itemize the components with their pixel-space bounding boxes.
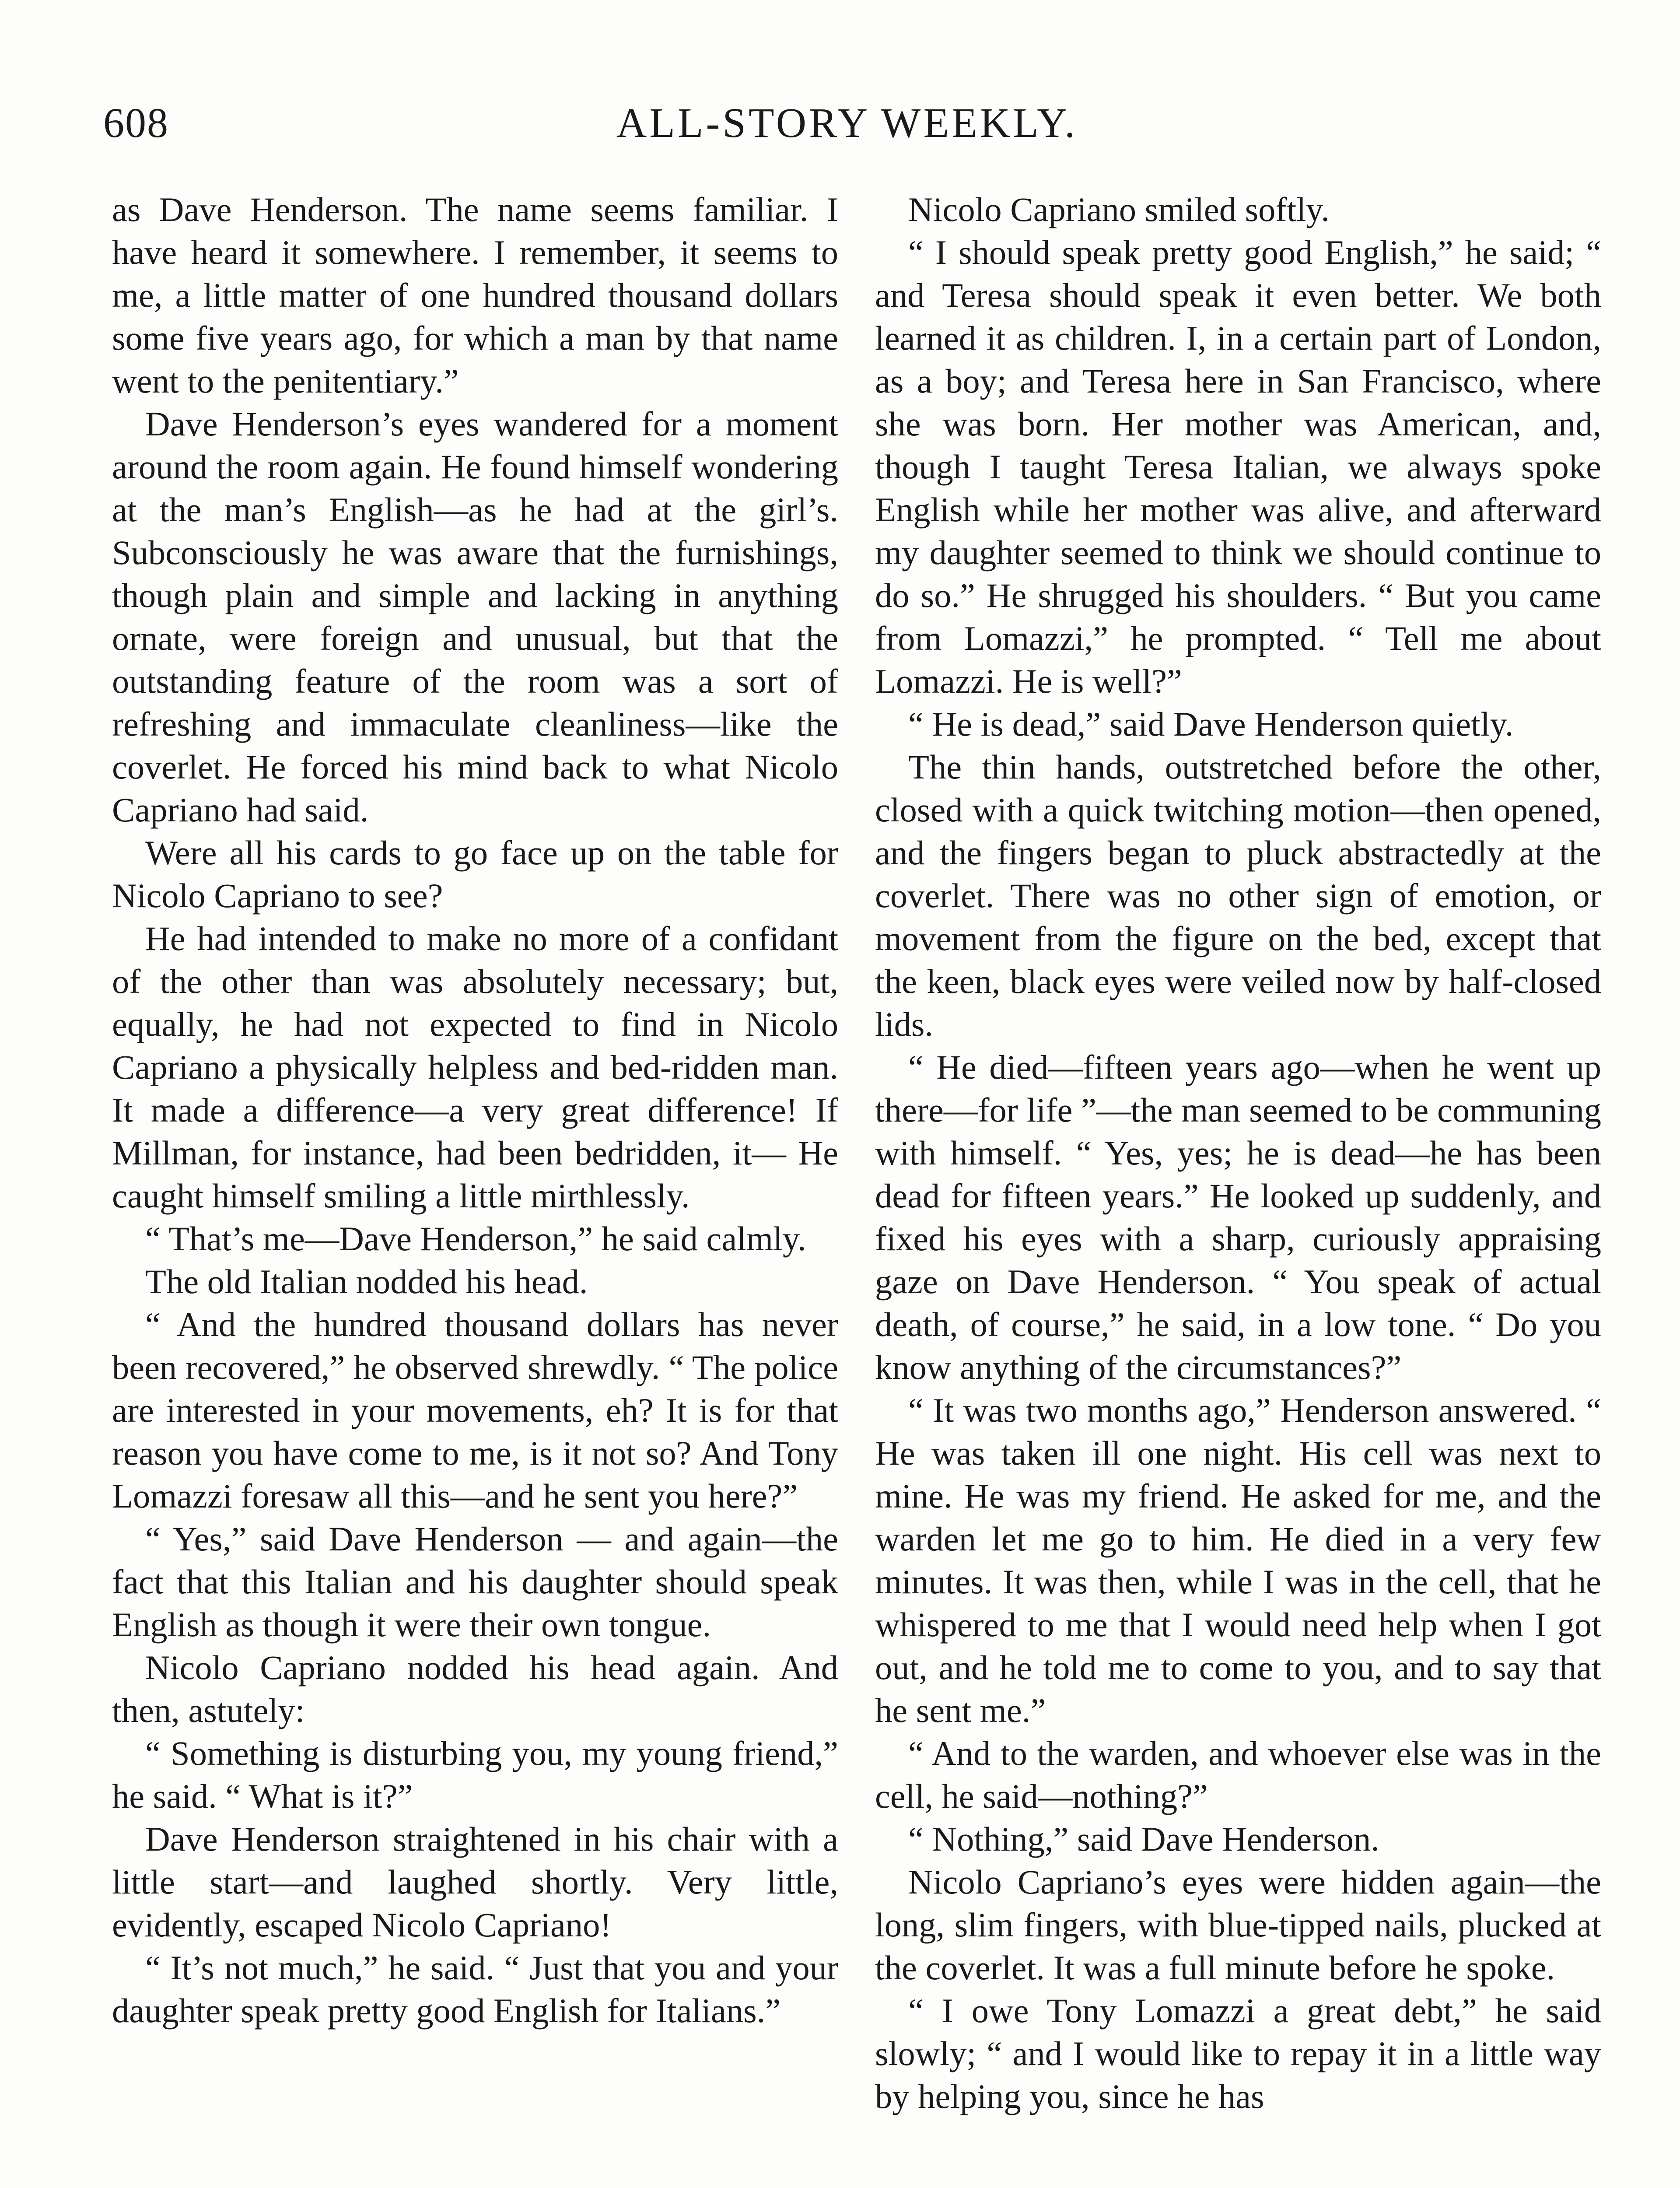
paragraph: Nicolo Capriano’s eyes were hidden again—the long, slim fingers, with blue-tipped nails, plucked at the coverlet. It was a full minute before he spoke. <box>875 1863 1601 1987</box>
paragraph: “ It’s not much,” he said. “ Just that you and your daughter speak pretty good English for Italians.” <box>112 1949 838 2030</box>
paragraph: The old Italian nodded his head. <box>145 1262 588 1301</box>
paragraph: “ It was two months ago,” Henderson answered. “ He was taken ill one night. His cell was next to mine. He was my friend. He asked for me, and the warden let me go to him. He died in a very few minutes. It was then, while I was in the cell, that he whispered to me that I would need help when I got out, and he told me to come to you, and to say that he sent me.” <box>875 1391 1601 1729</box>
paragraph: Were all his cards to go face up on the table for Nicolo Capriano to see? <box>112 834 838 915</box>
paragraph: “ I should speak pretty good English,” he said; “ and Teresa should speak it even better. We both learned it as children. I, in a certain part of London, as a boy; and Teresa here in San Francisco, where she was born. Her mother was American, and, though I taught Teresa Italian, we always spoke English while her mother was alive, and afterward my daughter seemed to think we should continue to do so.” He shrugged his shoulders. “ But you came from Lomazzi,” he prompted. “ Tell me about Lomazzi. He is well?” <box>875 233 1601 700</box>
right-column <box>875 188 1601 2118</box>
paragraph: “ Yes,” said Dave Henderson — and again—the fact that this Italian and his daughter should speak English as though it were their own tongue. <box>112 1520 838 1644</box>
left-column <box>112 188 838 2032</box>
paragraph: He had intended to make no more of a confidant of the other than was absolutely necessary; but, equally, he had not expected to find in Nicolo Capriano a physically helpless and bed-ridden man. It made a difference—a very great difference! If Millman, for instance, had been bedridden, it— He caught himself smiling a little mirthlessly. <box>112 919 838 1215</box>
paragraph: “ Something is disturbing you, my young friend,” he said. “ What is it?” <box>112 1734 838 1815</box>
paragraph: “ He died—fifteen years ago—when he went up there—for life ”—the man seemed to be communing with himself. “ Yes, yes; he is dead—he has been dead for fifteen years.” He looked up suddenly, and fixed his eyes with a sharp, curiously appraising gaze on Dave Henderson. “ You speak of actual death, of course,” he said, in a low tone. “ Do you know anything of the circumstances?” <box>875 1048 1601 1386</box>
paragraph: as Dave Henderson. The name seems familiar. I have heard it somewhere. I remember, it seems to me, a little matter of one hundred thousand dollars some five years ago, for which a man by that name went to the penitentiary.” <box>112 190 838 400</box>
paragraph: “ Nothing,” said Dave Henderson. <box>908 1820 1379 1858</box>
paragraph: “ And the hundred thousand dollars has never been recovered,” he observed shrewdly. “ The police are interested in your movements, eh? It is for that reason you have come to me, is it not so? And Tony Lomazzi foresaw all this—and he sent you here?” <box>112 1305 838 1515</box>
paragraph: “ And to the warden, and whoever else was in the cell, he said—nothing?” <box>875 1734 1601 1815</box>
paragraph: Dave Henderson’s eyes wandered for a moment around the room again. He found himself wondering at the man’s English—as he had at the girl’s. Subconsciously he was aware that the furnishings, though plain and simple and lacking in anything ornate, were foreign and unusual, but that the outstanding feature of the room was a sort of refreshing and immaculate cleanliness—like the coverlet. He forced his mind back to what Nicolo Capriano had said. <box>112 405 838 829</box>
paragraph: The thin hands, outstretched before the other, closed with a quick twitching motion—then opened, and the fingers began to pluck abstractedly at the coverlet. There was no other sign of emotion, or movement from the figure on the bed, except that the keen, black eyes were veiled now by half-closed lids. <box>875 748 1601 1043</box>
paragraph: “ He is dead,” said Dave Henderson quietly. <box>908 705 1514 743</box>
paragraph: Dave Henderson straightened in his chair with a little start—and laughed shortly. Very little, evidently, escaped Nicolo Capriano! <box>112 1820 838 1944</box>
running-head <box>103 98 1591 155</box>
paragraph: “ That’s me—Dave Henderson,” he said calmly. <box>145 1220 806 1258</box>
paragraph: Nicolo Capriano smiled softly. <box>908 190 1330 228</box>
journal-title: ALL-STORY WEEKLY. <box>616 99 1078 146</box>
page-number: 608 <box>103 99 169 146</box>
paragraph: Nicolo Capriano nodded his head again. And then, astutely: <box>112 1648 838 1729</box>
paragraph: “ I owe Tony Lomazzi a great debt,” he said slowly; “ and I would like to repay it in a little way by helping you, since he has <box>875 1992 1601 2115</box>
